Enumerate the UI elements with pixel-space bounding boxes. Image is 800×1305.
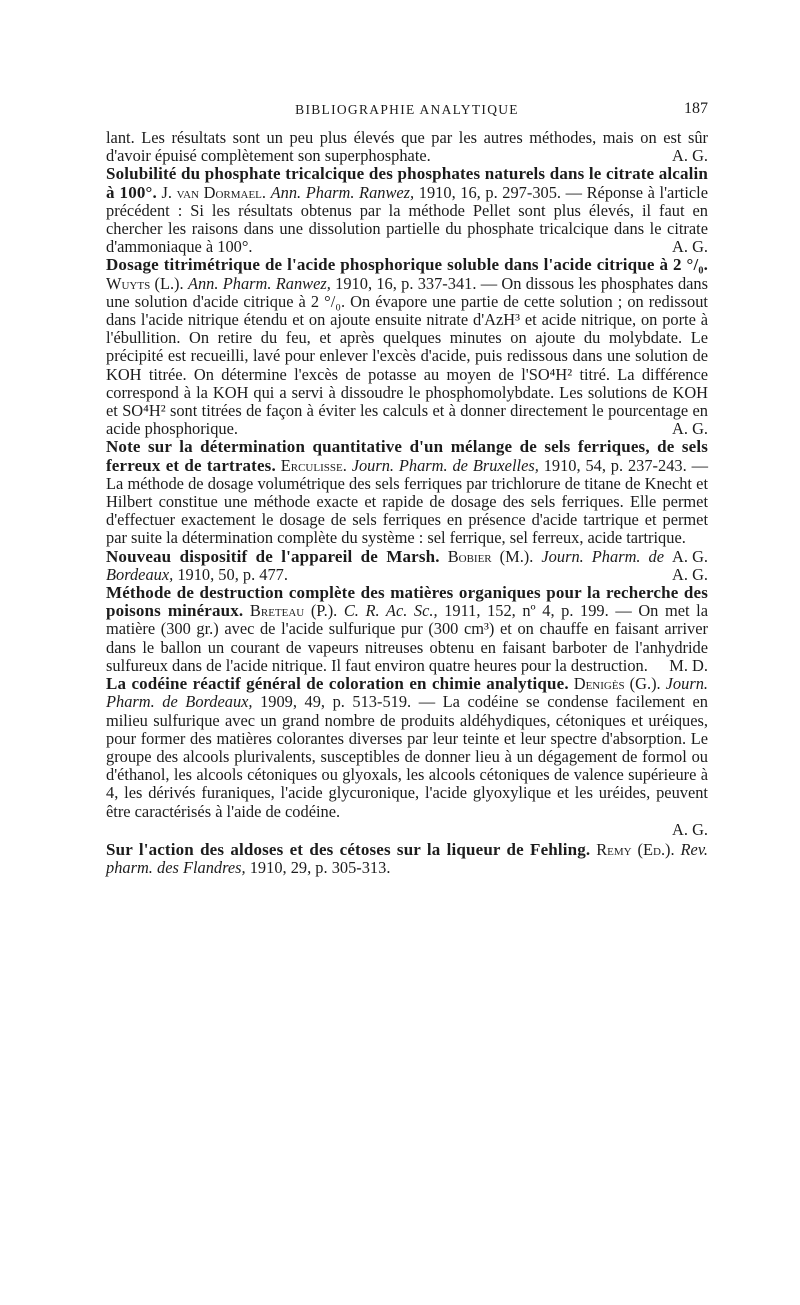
- page-content: [106, 129, 708, 877]
- signature: M. D.: [669, 655, 708, 675]
- entry-title: Dosage titrimétrique de l'acide phosphorique soluble dans l'acide citrique à 2 °/₀.: [106, 255, 708, 275]
- entry-author: Wuyts (L.).: [106, 273, 184, 293]
- entry-title: La codéine réactif général de coloration en chimie analytique.: [106, 674, 569, 694]
- bibliography-entry: [106, 841, 708, 877]
- entry-reference: 1911, 152, nº 4, p. 199.: [444, 601, 609, 621]
- signature: A. G.: [672, 419, 708, 439]
- signature: A. G.: [672, 819, 708, 839]
- entry-title: Méthode de destruction complète des matières organiques pour la recherche des poisons minéraux.: [106, 583, 708, 621]
- entry-reference: 1910, 50, p. 477.: [177, 564, 288, 584]
- entry-journal: Journ. Pharm. de Bruxelles,: [351, 455, 539, 475]
- entry-journal: Rev. pharm. des Flandres,: [106, 839, 708, 878]
- entry-title: Nouveau dispositif de l'appareil de Marsh.: [106, 546, 440, 566]
- signature: A. G.: [672, 564, 708, 584]
- entry-author: Bobier (M.).: [447, 546, 534, 566]
- entry-title: Note sur la détermination quantitative d'un mélange de sels ferriques, de sels ferreux et de tartrates.: [106, 437, 708, 475]
- entry-author: Denigès (G.).: [573, 674, 661, 694]
- bibliography-entry: [106, 675, 708, 821]
- entry-author: Remy (Ed.).: [596, 839, 675, 859]
- entry-abstract: — Réponse à l'article précédent : Si les résultats obtenus par la méthode Pellet sont plus élevés, il faut en chercher les raisons dans une dissolution partielle du phosphate tricalcique dans le citrate d'ammoniaque à 100°.: [106, 182, 709, 257]
- running-header: [106, 100, 708, 124]
- entry-reference: 1910, 16, p. 337-341.: [335, 273, 477, 293]
- page-number: 187: [684, 100, 708, 117]
- entry-journal: Ann. Pharm. Ranwez,: [187, 273, 331, 293]
- entry-author: Erculisse.: [280, 455, 347, 475]
- bibliography-entry: [106, 256, 708, 438]
- entry-abstract: — On dissous les phosphates dans une solution d'acide citrique à 2 °/₀. On évapore une partie de cette solution ; on redissout dans l'acide nitrique étendu et on ajoute ensuite nitrate d'AzH³ et acide nitrique, on porte à l'ébullition. On retire du feu, et après quelques minutes on ajoute du molybdate. Le précipité est recueilli, lavé pour enlever l'excès d'acide, puis redissous dans une solution de KOH titrée. On détermine l'excès de potasse au moyen de l'SO⁴H² titré. La différence correspond à la KOH qui a servi à dissoudre le phosphomolybdate. Les solutions de KOH et SO⁴H² sont titrées de façon à éviter les calculs et à donner directement le pourcentage en acide phosphorique.: [106, 273, 709, 439]
- continuation-paragraph: [106, 129, 708, 165]
- entry-title: Solubilité du phosphate tricalcique des phosphates naturels dans le citrate alcalin à 100°.: [106, 164, 708, 202]
- entry-reference: 1910, 16, p. 297-305.: [418, 182, 561, 202]
- entry-abstract: — La méthode de dosage volumétrique des sels ferriques par trichlorure de titane de Knecht et Hilbert constitue une méthode exacte et rapide de dosage des sels ferriques. Elle permet d'effectuer exactement le dosage de sels ferriques en présence d'acide tartrique et permet par suite la détermination complète du système : sel ferrique, sel ferreux, acide tartrique.: [106, 455, 708, 548]
- running-title: BIBLIOGRAPHIE ANALYTIQUE: [295, 102, 519, 117]
- signature: A. G.: [672, 146, 708, 166]
- entry-reference: 1909, 49, p. 513-519.: [260, 692, 412, 712]
- signature: A. G.: [672, 237, 708, 257]
- entry-author: Breteau (P.).: [249, 601, 338, 621]
- entry-abstract: — On met la matière (300 gr.) avec de l'acide sulfurique pur (300 cm³) et on chauffe en faisant arriver dans le ballon un courant de vapeurs nitreuses obtenu en faisant barboter de l'anhydride sulfureux dans de l'acide nitrique. Il faut environ quatre heures pour la destruction.: [106, 601, 708, 675]
- bibliography-entry: [106, 165, 708, 256]
- bibliography-entry: [106, 584, 708, 675]
- entry-abstract: — La codéine se condense facilement en milieu sulfurique avec un grand nombre de produits aldéhydiques, cétoniques et uréiques, pour former des matières colorantes diverses par leur teinte et leur spectre d'absorption. Le groupe des alcools plurivalents, susceptibles de donner lieu à un dégagement de formol ou d'éthanol, les alcools cétoniques ou glyoxals, les alcools cétoniques de valence supérieure à 4, les dérivés furaniques, l'acide glycuronique, l'acide glyoxylique et les uréides, peuvent être caractérisés à l'aide de codéine.: [106, 692, 708, 821]
- bibliography-entry: [106, 548, 708, 584]
- entry-journal: Ann. Pharm. Ranwez,: [270, 182, 415, 202]
- entry-author: J. van Dormael.: [161, 182, 266, 202]
- entry-reference: 1910, 54, p. 237-243.: [543, 455, 687, 475]
- entry-journal: C. R. Ac. Sc.,: [343, 601, 438, 621]
- entry-journal: Journ. Pharm. de Bordeaux,: [106, 674, 708, 712]
- entry-journal: Journ. Pharm. de Bordeaux,: [106, 546, 665, 584]
- entry-reference: 1910, 29, p. 305-313.: [249, 858, 391, 878]
- signature: A. G.: [672, 546, 708, 566]
- continuation-text: lant. Les résultats sont un peu plus élevés que par les autres méthodes, mais on est sûr d'avoir épuisé complètement son superphosphate.: [106, 128, 708, 166]
- entry-title: Sur l'action des aldoses et des cétoses sur la liqueur de Fehling.: [106, 839, 591, 859]
